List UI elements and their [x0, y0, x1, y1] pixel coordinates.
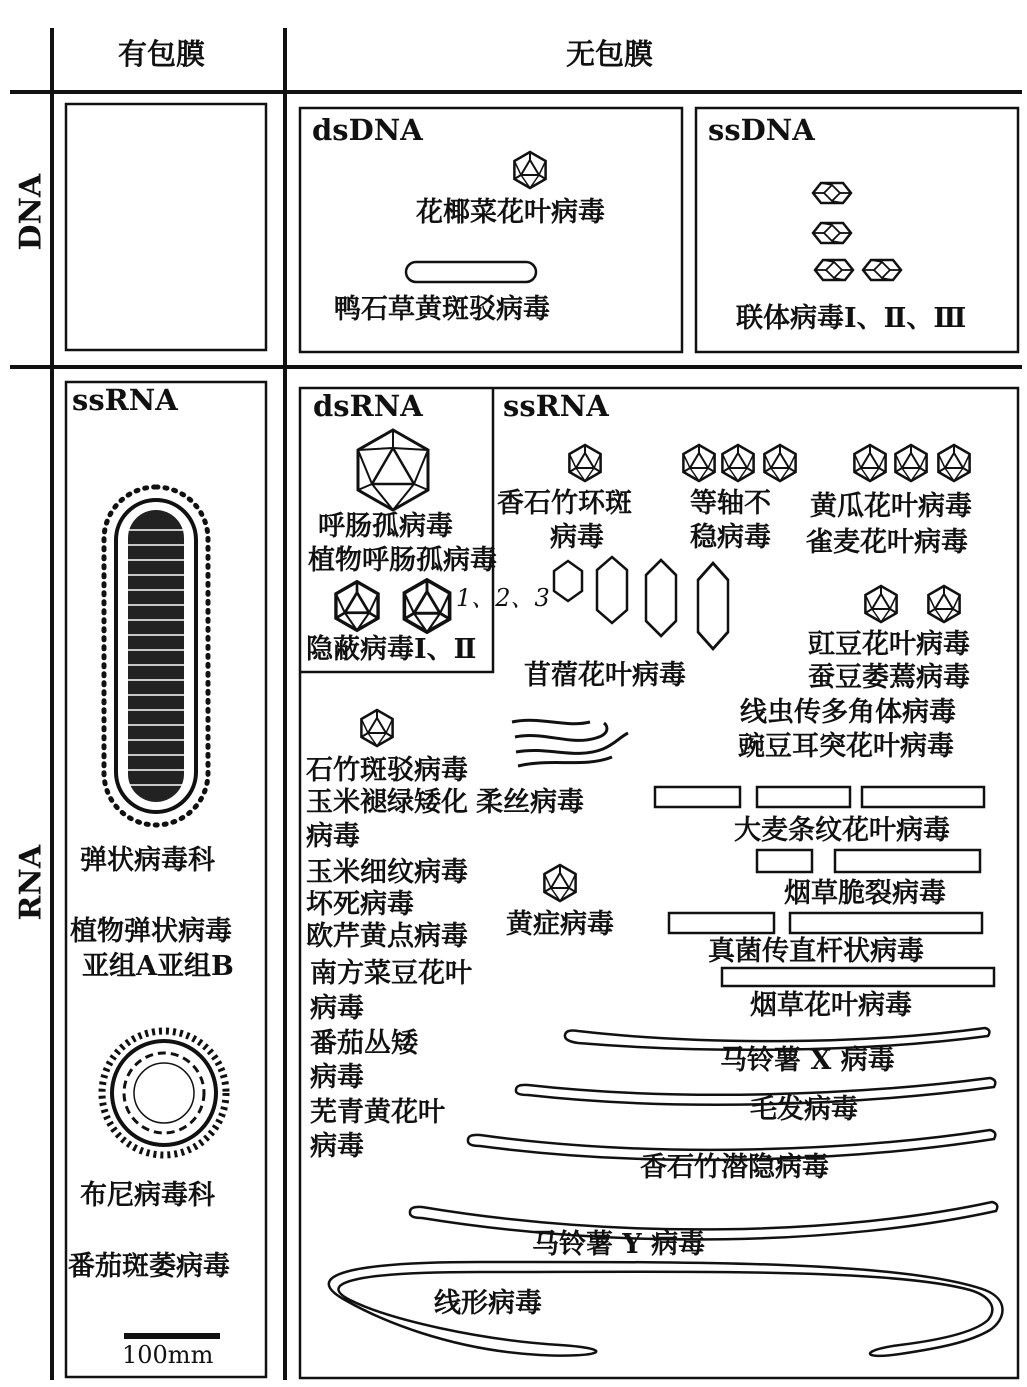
trichovirus-label: 毛发病毒: [750, 1094, 858, 1125]
commelina-bacilliform-virion-icon: [406, 262, 536, 282]
luteovirus-particle-icon: [544, 865, 575, 901]
dsdna-title: dsDNA: [312, 113, 423, 147]
luteovirus-label: 黄症病毒: [506, 909, 614, 940]
maize-rayado-fino-virus-label: 玉米细纹病毒: [306, 857, 468, 888]
furovirus-rod-icon-1: [669, 913, 774, 933]
closterovirus-label: 线形病毒: [434, 1288, 542, 1319]
geminivirus-particle-icon-4: [863, 260, 901, 280]
rhabdoviridae-label: 弹状病毒科: [80, 845, 215, 876]
barley-stripe-mosaic-virus-label: 大麦条纹花叶病毒: [734, 815, 950, 846]
cucumber-mosaic-particle-icon-1: [854, 445, 885, 481]
tobamovirus-rod-icon: [722, 968, 994, 986]
alfalfa-mosaic-particle-icon-2: [597, 557, 627, 623]
furovirus-label: 真菌传直杆状病毒: [708, 936, 924, 967]
alfalfa-mosaic-particle-icon-3: [646, 560, 676, 636]
dsrna-title: dsRNA: [313, 389, 423, 423]
potato-x-virus-label: 马铃薯 X 病毒: [720, 1045, 895, 1076]
tenuivirus-thread-icon: [512, 720, 628, 766]
turnip-yellow-mosaic-label-line2: 病毒: [310, 1131, 364, 1162]
tobravirus-rod-icon-2: [835, 850, 980, 872]
turnip-yellow-mosaic-label-line1: 芜青黄花叶: [310, 1097, 445, 1128]
nonenveloped-ssrna-title: ssRNA: [503, 389, 609, 423]
tobacco-mosaic-virus-label: 烟草花叶病毒: [750, 990, 912, 1021]
rna-row-label: RNA: [13, 844, 49, 921]
ilarvirus-particle-icon-2: [722, 445, 753, 481]
geminivirus-particle-icon-1: [813, 183, 851, 203]
dna-enveloped-box: [66, 104, 266, 350]
maize-chlorotic-dwarf-label-line2: 病毒: [306, 821, 360, 852]
alfalfa-mosaic-virus-label: 苜蓿花叶病毒: [524, 660, 686, 691]
tobacco-rattle-virus-label: 烟草脆裂病毒: [784, 878, 946, 909]
geminivirus-particle-icon-2: [813, 223, 851, 243]
hordeivirus-rod-icon-2: [757, 787, 850, 807]
reovirus-particle-icon: [358, 430, 428, 510]
geminivirus-label: 联体病毒Ⅰ、Ⅱ、Ⅲ: [736, 303, 967, 334]
carnation-ringspot-label-line1: 香石竹环斑: [497, 488, 632, 519]
hordeivirus-rod-icon-3: [862, 787, 984, 807]
cucumber-mosaic-particle-icon-3: [938, 445, 969, 481]
scale-bar-label: 100mm: [122, 1341, 214, 1369]
cowpea-mosaic-virus-label: 豇豆花叶病毒: [808, 629, 970, 660]
parsnip-yellow-fleck-virus-label: 欧芹黄点病毒: [306, 921, 468, 952]
cryptic-virus-particle-icon-2: [404, 580, 449, 632]
tenuivirus-label: 柔丝病毒: [476, 787, 584, 818]
enveloped-ssrna-title: ssRNA: [72, 383, 178, 417]
cryptic-virus-label: 隐蔽病毒Ⅰ、Ⅱ: [306, 634, 477, 665]
pea-enation-mosaic-virus-label: 豌豆耳突花叶病毒: [738, 731, 954, 762]
ssdna-title: ssDNA: [708, 113, 815, 147]
reovirus-label: 呼肠孤病毒: [318, 511, 453, 542]
furovirus-rod-icon-2: [790, 913, 982, 933]
dna-row-label: DNA: [13, 173, 49, 251]
cauliflower-mosaic-virus-label: 花椰菜花叶病毒: [416, 197, 605, 228]
tomato-bushy-stunt-label-line1: 番茄丛矮: [310, 1028, 418, 1059]
carnation-ringspot-label-line2: 病毒: [550, 522, 604, 553]
carnation-ringspot-particle-icon: [569, 445, 600, 481]
comovirus-particle-icon-2: [928, 586, 959, 622]
southern-bean-mosaic-label-line2: 病毒: [310, 993, 364, 1024]
ilarvirus-label-line2: 稳病毒: [690, 522, 771, 553]
carnation-mottle-particle-icon: [361, 710, 392, 746]
tobravirus-rod-icon-1: [757, 850, 812, 872]
plant-rhabdovirus-label: 植物弹状病毒: [70, 916, 232, 947]
necrovirus-label: 坏死病毒: [306, 889, 414, 920]
phytoreovirus-label: 植物呼肠孤病毒: [308, 545, 497, 576]
carnation-latent-virus-label: 香石竹潜隐病毒: [640, 1152, 829, 1183]
commelina-yellow-mottle-virus-label: 鸭石草黄斑驳病毒: [334, 294, 550, 325]
carnation-mottle-virus-label: 石竹斑驳病毒: [306, 755, 468, 786]
bunyavirus-particle-icon: [102, 1031, 226, 1155]
enveloped-column-header: 有包膜: [118, 37, 206, 71]
cucumber-mosaic-particle-icon-2: [895, 445, 926, 481]
subgroup-ab-label: 亚组A亚组B: [82, 951, 234, 982]
closterovirus-filament-icon: [329, 1262, 1003, 1356]
tomato-bushy-stunt-label-line2: 病毒: [310, 1062, 364, 1093]
alfalfa-mosaic-particle-icon-4: [698, 563, 728, 649]
non-enveloped-column-header: 无包膜: [566, 37, 654, 71]
hordeivirus-rod-icon-1: [655, 787, 740, 807]
bunyaviridae-label: 布尼病毒科: [80, 1180, 215, 1211]
geminivirus-particle-icon-3: [815, 260, 853, 280]
rhabdovirus-particle-icon: [104, 487, 208, 825]
ilarvirus-particle-icon-3: [764, 445, 795, 481]
nepovirus-label: 线虫传多角体病毒: [740, 697, 956, 728]
southern-bean-mosaic-label-line1: 南方菜豆花叶: [310, 958, 472, 989]
tomato-spotted-wilt-virus-label: 番茄斑萎病毒: [68, 1251, 230, 1282]
cauliflower-mosaic-virion-icon: [514, 152, 545, 188]
broad-bean-wilt-virus-label: 蚕豆萎蔫病毒: [808, 662, 970, 693]
reovirus-group-numbers: 1、2、3: [456, 584, 550, 612]
alfalfa-mosaic-particle-icon-1: [554, 561, 582, 601]
comovirus-particle-icon-1: [865, 586, 896, 622]
ilarvirus-label-line1: 等轴不: [690, 488, 771, 519]
cucumber-mosaic-virus-label: 黄瓜花叶病毒: [810, 491, 972, 522]
cryptic-virus-particle-icon-1: [336, 582, 378, 631]
potato-y-virus-label: 马铃薯 Y 病毒: [532, 1229, 706, 1260]
brome-mosaic-virus-label: 雀麦花叶病毒: [806, 527, 968, 558]
ilarvirus-particle-icon-1: [683, 445, 714, 481]
maize-chlorotic-dwarf-label-line1: 玉米褪绿矮化: [306, 787, 468, 818]
